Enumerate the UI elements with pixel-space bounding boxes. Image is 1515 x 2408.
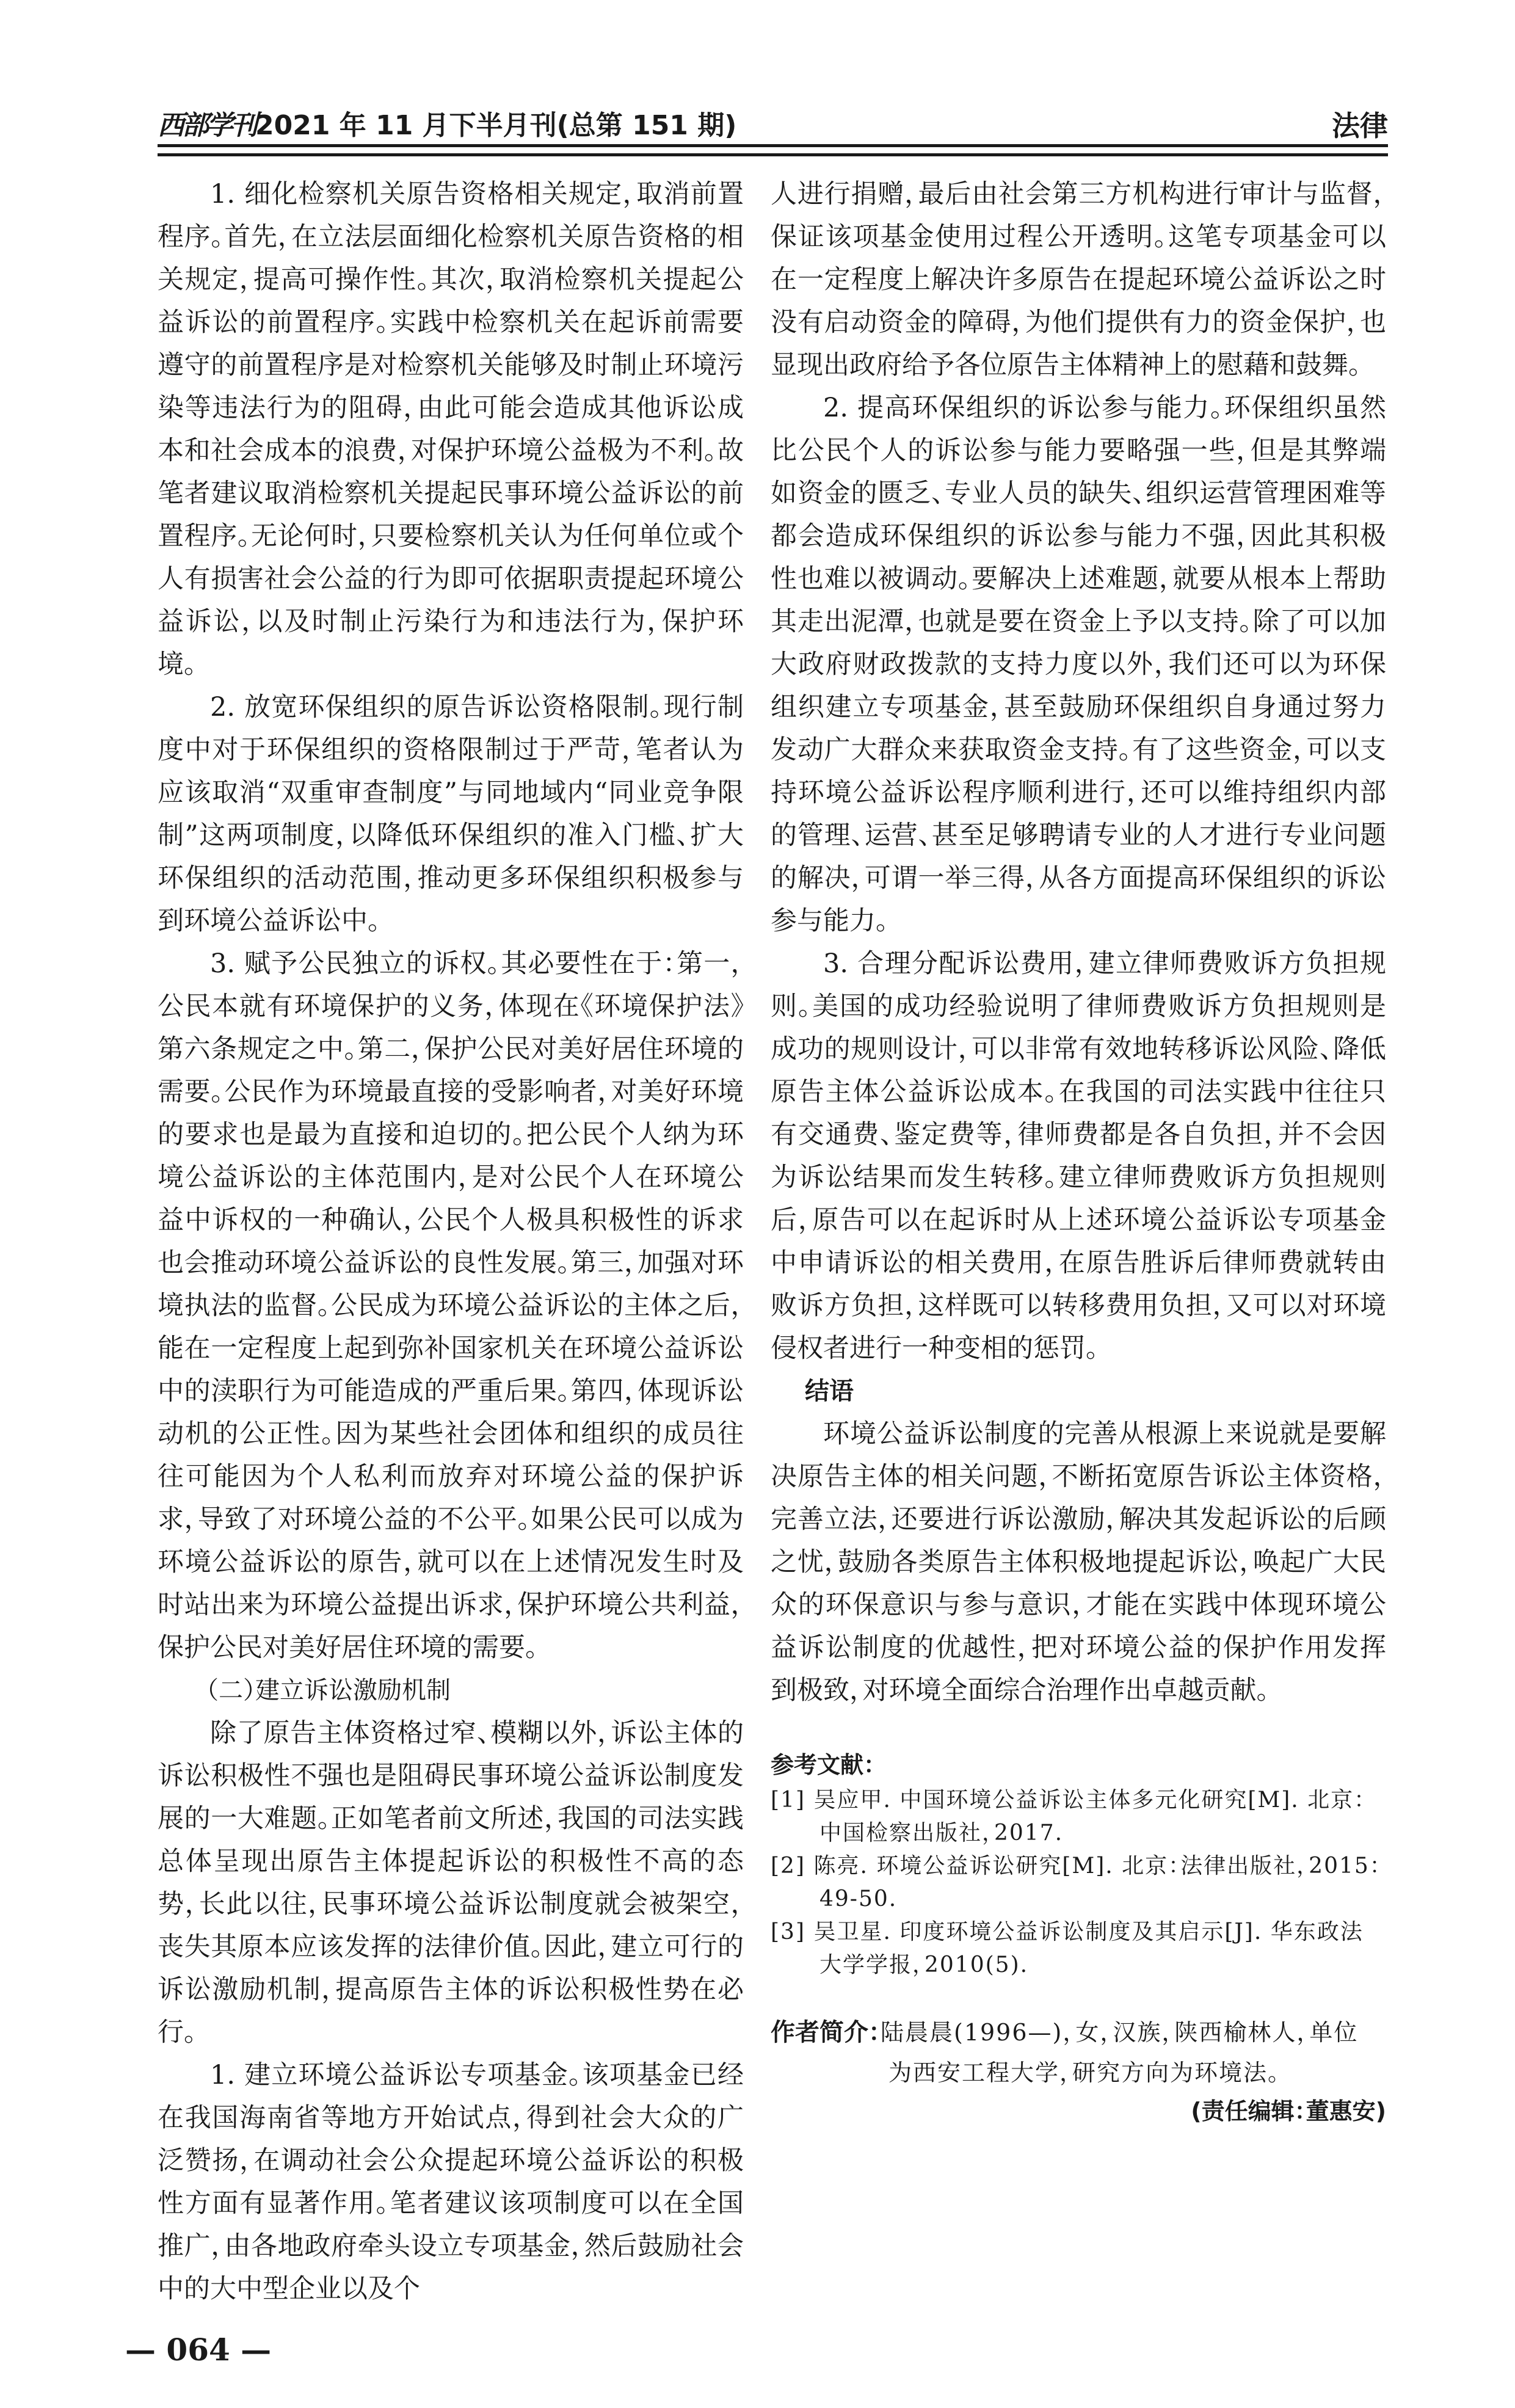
header-rule-top [158, 144, 1388, 147]
paragraph: 3. 赋予公民独立的诉权。其必要性在于：第一，公民本就有环境保护的义务，体现在《环境保护法》第六条规定之中。第二，保护公民对美好居住环境的需要。公民作为环境最直接的受影响者，对美好环境的要求也是最为直接和迫切的。把公民个人纳为环境公益诉讼的主体范围内，是对公民个人在环境公益中诉权的一种确认，公民个人极具积极性的诉求也会推动环境公益诉讼的良性发展。第三，加强对环境执法的监督。公民成为环境公益诉讼的主体之后，能在一定程度上起到弥补国家机关在环境公益诉讼中的渎职行为可能造成的严重后果。第四，体现诉讼动机的公正性。因为某些社会团体和组织的成员往往可能因为个人私利而放弃对环境公益的保护诉求，导致了对环境公益的不公平。如果公民可以成为环境公益诉讼的原告，就可以在上述情况发生时及时站出来为环境公益提出诉求，保护环境公共利益，保护公民对美好居住环境的需要。 [158, 948, 744, 1663]
section-label: 法律 [1332, 109, 1388, 142]
paragraph-continued: 人进行捐赠，最后由社会第三方机构进行审计与监督，保证该项基金使用过程公开透明。这笔专项基金可以在一定程度上解决许多原告在提起环境公益诉讼之时没有启动资金的障碍，为他们提供有力的资金保护，也显现出政府给予各位原告主体精神上的慰藉和鼓舞。 [771, 179, 1386, 380]
references [771, 1748, 1386, 1982]
right-column [771, 173, 1386, 2130]
paragraph: 1. 建立环境公益诉讼专项基金。该项基金已经在我国海南省等地方开始试点，得到社会大众的广泛赞扬，在调动社会公众提起环境公益诉讼的积极性方面有显著作用。笔者建议该项制度可以在全国推广，由各地政府牵头设立专项基金，然后鼓励社会中的大中型企业以及个 [158, 2060, 744, 2304]
paragraph: 2. 放宽环保组织的原告诉讼资格限制。现行制度中对于环保组织的资格限制过于严苛，笔者认为应该取消“双重审查制度”与同地域内“同业竞争限制”这两项制度，以降低环保组织的准入门槛、扩大环保组织的活动范围，推动更多环保组织积极参与到环境公益诉讼中。 [158, 692, 744, 936]
reference-item: [1] 吴应甲. 中国环境公益诉讼主体多元化研究[M]. 北京：中国检察出版社，2017. [771, 1788, 1367, 1846]
section-heading: （二）建立诉讼激励机制 [206, 1676, 451, 1704]
issue-info: 2021 年 11 月下半月刊(总第 151 期) [255, 110, 737, 141]
paragraph: 环境公益诉讼制度的完善从根源上来说就是要解决原告主体的相关问题，不断拓宽原告诉讼主体资格，完善立法，还要进行诉讼激励，解决其发起诉讼的后顾之忧，鼓励各类原告主体积极地提起诉讼，唤起广大民众的环保意识与参与意识，才能在实践中体现环境公益诉讼制度的优越性，把对环境公益的保护作用发挥到极致，对环境全面综合治理作出卓越贡献。 [771, 1419, 1386, 1706]
editor-credit: (责任编辑：董惠安) [1191, 2098, 1386, 2125]
reference-item: [3] 吴卫星. 印度环境公益诉讼制度及其启示[J]. 华东政法大学学报，2010(5). [771, 1919, 1364, 1977]
header-rule-bottom [158, 153, 1388, 156]
left-column [158, 173, 744, 2310]
journal-logo: 西部学刊 [158, 110, 255, 141]
reference-item: [2] 陈亮. 环境公益诉讼研究[M]. 北京：法律出版社，2015：49-50. [771, 1853, 1382, 1911]
paragraph: 除了原告主体资格过窄、模糊以外，诉讼主体的诉讼积极性不强也是阻碍民事环境公益诉讼制度发展的一大难题。正如笔者前文所述，我国的司法实践总体呈现出原告主体提起诉讼的积极性不高的态势，长此以往，民事环境公益诉讼制度就会被架空，丧失其原本应该发挥的法律价值。因此，建立可行的诉讼激励机制，提高原告主体的诉讼积极性势在必行。 [158, 1718, 744, 2048]
author-label: 作者简介： [771, 2018, 881, 2046]
references-title: 参考文献： [771, 1751, 876, 1778]
author-line: 为西安工程大学，研究方向为环境法。 [888, 2059, 1281, 2086]
conclusion-heading: 结语 [805, 1377, 854, 1405]
author-bio [771, 2012, 1386, 2093]
columns [158, 173, 1388, 2310]
paragraph: 3. 合理分配诉讼费用，建立律师费败诉方负担规则。美国的成功经验说明了律师费败诉方负担规则是成功的规则设计，可以非常有效地转移诉讼风险、降低原告主体公益诉讼成本。在我国的司法实践中往往只有交通费、鉴定费等，律师费都是各自负担，并不会因为诉讼结果而发生转移。建立律师费败诉方负担规则后，原告可以在起诉时从上述环境公益诉讼专项基金中申请诉讼的相关费用，在原告胜诉后律师费就转由败诉方负担，这样既可以转移费用负担，又可以对环境侵权者进行一种变相的惩罚。 [771, 948, 1386, 1364]
paragraph: 2. 提高环保组织的诉讼参与能力。环保组织虽然比公民个人的诉讼参与能力要略强一些，但是其弊端如资金的匮乏、专业人员的缺失、组织运营管理困难等都会造成环保组织的诉讼参与能力不强，因此其积极性也难以被调动。要解决上述难题，就要从根本上帮助其走出泥潭，也就是要在资金上予以支持。除了可以加大政府财政拨款的支持力度以外，我们还可以为环保组织建立专项基金，甚至鼓励环保组织自身通过努力发动广大群众来获取资金支持。有了这些资金，可以支持环境公益诉讼程序顺利进行，还可以维持组织内部的管理、运营、甚至足够聘请专业的人才进行专业问题的解决，可谓一举三得，从各方面提高环保组织的诉讼参与能力。 [771, 393, 1386, 936]
paragraph: 1. 细化检察机关原告资格相关规定，取消前置程序。首先，在立法层面细化检察机关原告资格的相关规定，提高可操作性。其次，取消检察机关提起公益诉讼的前置程序。实践中检察机关在起诉前需要遵守的前置程序是对检察机关能够及时制止环境污染等违法行为的阻碍，由此可能会造成其他诉讼成本和社会成本的浪费，对保护环境公益极为不利。故笔者建议取消检察机关提起民事环境公益诉讼的前置程序。无论何时，只要检察机关认为任何单位或个人有损害社会公益的行为即可依据职责提起环境公益诉讼，以及时制止污染行为和违法行为，保护环境。 [158, 179, 744, 680]
page-number: — 064 — [125, 2332, 272, 2368]
running-header [158, 107, 736, 144]
author-line: 陆晨晨(1996—)，女，汉族，陕西榆林人，单位 [881, 2019, 1359, 2046]
